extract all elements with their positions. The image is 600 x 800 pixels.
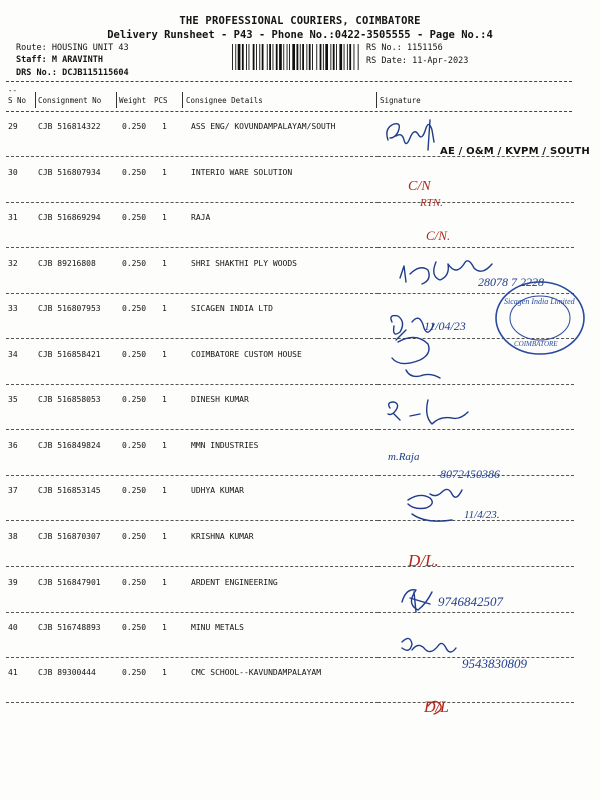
row-consignee: INTERIO WARE SOLUTION bbox=[191, 168, 293, 177]
row-pcs: 1 bbox=[162, 532, 167, 541]
date-note-37: 11/4/23. bbox=[464, 509, 500, 521]
row-pcs: 1 bbox=[162, 168, 167, 177]
row-consignee: SICAGEN INDIA LTD bbox=[191, 304, 273, 313]
row-weight: 0.250 bbox=[122, 213, 147, 222]
row-pcs: 1 bbox=[162, 486, 167, 495]
date-note-33: 11/04/23 bbox=[424, 319, 466, 333]
row-sno: 29 bbox=[8, 122, 18, 131]
cln-note-30: C/N bbox=[408, 179, 431, 194]
row-consignee: SHRI SHAKTHI PLY WOODS bbox=[191, 259, 297, 268]
document-title: THE PROFESSIONAL COURIERS, COIMBATORE bbox=[179, 15, 421, 27]
row-consignee: KRISHNA KUMAR bbox=[191, 532, 254, 541]
dl-note-41: D/L bbox=[424, 699, 449, 716]
column-header-dashes: -- bbox=[8, 86, 18, 95]
row-pcs: 1 bbox=[162, 395, 167, 404]
row-consignee: MMN INDUSTRIES bbox=[191, 441, 259, 450]
row-consignee: ASS ENG/ KOVUNDAMPALAYAM/SOUTH bbox=[191, 122, 336, 131]
row-weight: 0.250 bbox=[122, 441, 147, 450]
office-stamp-text: AE / O&M / KVPM / SOUTH bbox=[440, 146, 590, 157]
row-consignment-no: CJB 516814322 bbox=[38, 122, 101, 131]
row-weight: 0.250 bbox=[122, 350, 147, 359]
row-sno: 33 bbox=[8, 304, 18, 313]
row-pcs: 1 bbox=[162, 213, 167, 222]
row-consignment-no: CJB 516849824 bbox=[38, 441, 101, 450]
row-sno: 36 bbox=[8, 441, 18, 450]
row-pcs: 1 bbox=[162, 578, 167, 587]
row-consignment-no: CJB 516870307 bbox=[38, 532, 101, 541]
row-consignment-no: CJB 89216808 bbox=[38, 259, 96, 268]
row-weight: 0.250 bbox=[122, 304, 147, 313]
row-consignee: RAJA bbox=[191, 213, 211, 222]
signature-37 bbox=[408, 489, 462, 521]
signature-34 bbox=[392, 337, 440, 378]
drs-label: DRS No.: bbox=[16, 68, 57, 78]
row-consignee: CMC SCHOOL--KAVUNDAMPALAYAM bbox=[191, 668, 322, 677]
column-header-weight: Weight bbox=[119, 96, 147, 105]
rs-date-value: 11-Apr-2023 bbox=[412, 56, 469, 66]
rs-no-value: 1151156 bbox=[406, 43, 443, 53]
route-label: Route: bbox=[16, 43, 47, 53]
row-weight: 0.250 bbox=[122, 486, 147, 495]
row-sno: 41 bbox=[8, 668, 18, 677]
column-header-sno: S No bbox=[8, 96, 27, 105]
phone-note-40: 9543830809 bbox=[462, 656, 527, 671]
row-consignment-no: CJB 516807934 bbox=[38, 168, 101, 177]
row-pcs: 1 bbox=[162, 668, 167, 677]
staff-label: Staff: bbox=[16, 55, 47, 65]
column-header-pcs: PCS bbox=[154, 96, 168, 105]
row-weight: 0.250 bbox=[122, 259, 147, 268]
rtn-note-30: RTN. bbox=[420, 197, 443, 209]
phone-note-32: 28078 7 2228 bbox=[478, 275, 544, 289]
row-pcs: 1 bbox=[162, 623, 167, 632]
row-sno: 40 bbox=[8, 623, 18, 632]
row-consignee: COIMBATORE CUSTOM HOUSE bbox=[191, 350, 302, 359]
signature-40 bbox=[402, 638, 456, 652]
cln-note-31: C/N. bbox=[426, 228, 451, 243]
phone-note-36: 8072450386 bbox=[440, 467, 500, 481]
rs-no-label: RS No.: bbox=[366, 43, 402, 53]
signature-35 bbox=[388, 400, 468, 424]
row-sno: 37 bbox=[8, 486, 18, 495]
drs-value: DCJB115115604 bbox=[62, 68, 129, 78]
name-note-36: m.Raja bbox=[388, 451, 420, 463]
runsheet-subtitle: Delivery Runsheet - P43 - Phone No.:0422-3505555 - Page No.:4 bbox=[107, 29, 493, 41]
row-weight: 0.250 bbox=[122, 168, 147, 177]
column-header-consignment: Consignment No bbox=[38, 96, 102, 105]
row-weight: 0.250 bbox=[122, 668, 147, 677]
row-weight: 0.250 bbox=[122, 623, 147, 632]
row-pcs: 1 bbox=[162, 304, 167, 313]
row-pcs: 1 bbox=[162, 350, 167, 359]
row-consignee: DINESH KUMAR bbox=[191, 395, 249, 404]
route-value: HOUSING UNIT 43 bbox=[51, 43, 129, 53]
row-weight: 0.250 bbox=[122, 122, 147, 131]
phone-note-39: 9746842507 bbox=[438, 594, 503, 609]
row-consignment-no: CJB 89300444 bbox=[38, 668, 96, 677]
column-header-signature: Signature bbox=[380, 96, 421, 105]
row-consignment-no: CJB 516858421 bbox=[38, 350, 101, 359]
row-sno: 30 bbox=[8, 168, 18, 177]
row-weight: 0.250 bbox=[122, 395, 147, 404]
row-pcs: 1 bbox=[162, 122, 167, 131]
row-sno: 31 bbox=[8, 213, 18, 222]
row-consignment-no: CJB 516858053 bbox=[38, 395, 101, 404]
row-consignee: ARDENT ENGINEERING bbox=[191, 578, 278, 587]
row-sno: 38 bbox=[8, 532, 18, 541]
rs-date-label: RS Date: bbox=[366, 56, 407, 66]
signature-39 bbox=[402, 590, 432, 612]
row-consignment-no: CJB 516869294 bbox=[38, 213, 101, 222]
row-pcs: 1 bbox=[162, 441, 167, 450]
seal-city: COIMBATORE bbox=[514, 340, 558, 348]
seal-text: Sicagen India Limited bbox=[504, 297, 575, 306]
row-sno: 34 bbox=[8, 350, 18, 359]
signature-29 bbox=[387, 120, 434, 150]
row-consignment-no: CJB 516853145 bbox=[38, 486, 101, 495]
row-sno: 39 bbox=[8, 578, 18, 587]
row-consignment-no: CJB 516807953 bbox=[38, 304, 101, 313]
row-weight: 0.250 bbox=[122, 578, 147, 587]
column-header-consignee: Consignee Details bbox=[186, 96, 263, 105]
row-consignment-no: CJB 516748893 bbox=[38, 623, 101, 632]
dl-note-38: D/L. bbox=[408, 551, 439, 570]
staff-value: M ARAVINTH bbox=[51, 55, 104, 65]
row-consignee: UDHYA KUMAR bbox=[191, 486, 244, 495]
row-sno: 35 bbox=[8, 395, 18, 404]
row-pcs: 1 bbox=[162, 259, 167, 268]
row-consignment-no: CJB 516847901 bbox=[38, 578, 101, 587]
row-consignee: MINU METALS bbox=[191, 623, 244, 632]
row-sno: 32 bbox=[8, 259, 18, 268]
row-weight: 0.250 bbox=[122, 532, 147, 541]
